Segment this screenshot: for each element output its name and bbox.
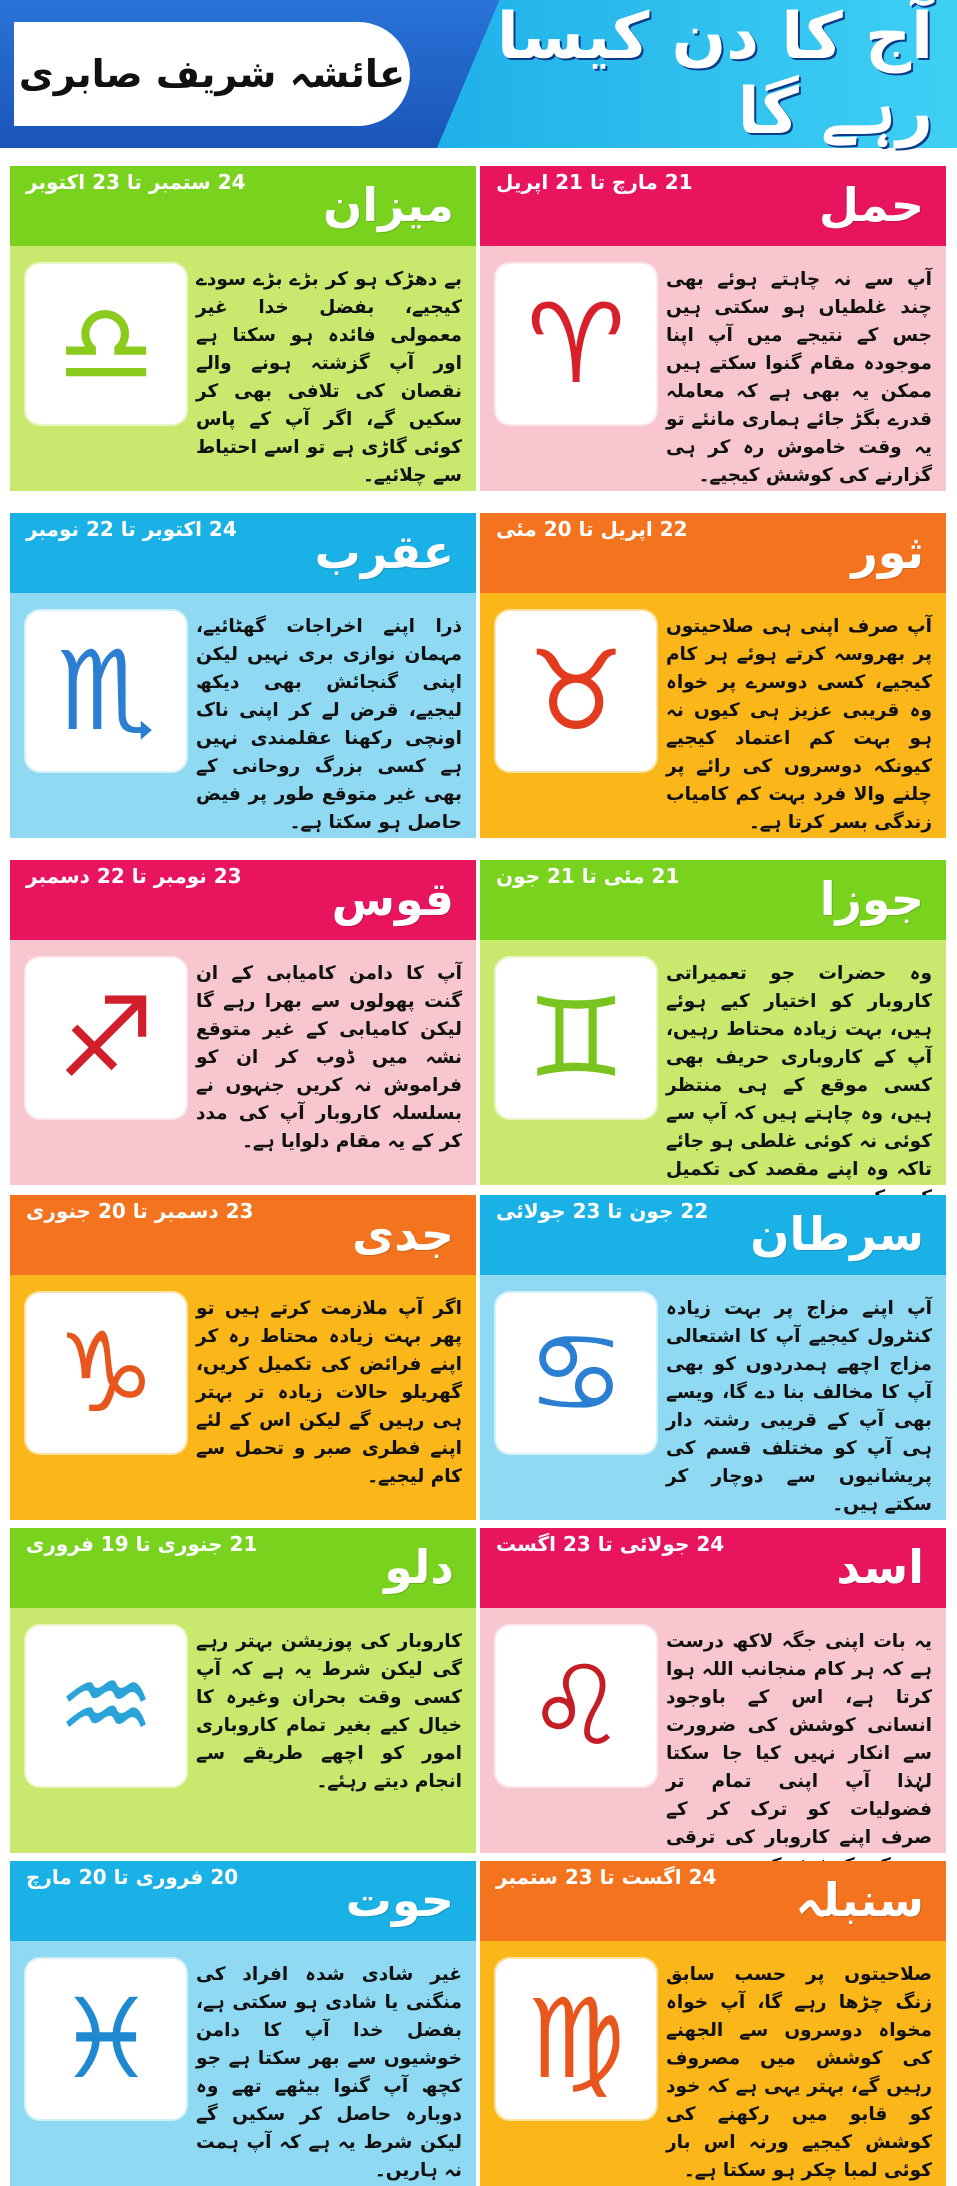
zodiac-card — [10, 513, 476, 838]
zodiac-sign-name: قوس — [331, 872, 454, 926]
zodiac-card — [10, 1528, 476, 1853]
zodiac-card — [480, 1861, 946, 2186]
zodiac-date-range: 20 فروری تا 20 مارچ — [26, 1865, 239, 1889]
bull-icon: ♉ — [496, 611, 656, 771]
zodiac-sign-name: جدی — [352, 1207, 454, 1261]
horoscope-text: صلاحیتوں پر حسب سابق زنگ چڑھا رہے گا، آپ خواہ مخواہ دوسروں سے الجھنے کی کوشش میں مصروف رہیں گے، بہتر یہی ہے کہ خود کو قابو میں رکھنے کی کوشش کیجیے ورنہ اس بار کوئی لمبا چکر ہو سکتا ہے۔ — [666, 1964, 932, 2181]
zodiac-sign-name: سرطان — [750, 1207, 924, 1261]
zodiac-sign-name: میزان — [323, 178, 454, 232]
horoscope-text: یہ بات اپنی جگہ لاکھ درست ہے کہ ہر کام منجانب اللہ ہوا کرتا ہے، اس کے باوجود انسانی کوشش کی ضرورت سے انکار نہیں کیا جا سکتا لہٰذا آپ اپنی تمام تر فضولیات کو ترک کر کے صرف اپنے کاروبار کی ترقی — [666, 1631, 932, 1848]
zodiac-card — [480, 860, 946, 1185]
zodiac-card — [10, 166, 476, 491]
zodiac-sign-name: حمل — [818, 178, 924, 232]
goat-icon: ♑ — [26, 1293, 186, 1453]
zodiac-card — [10, 860, 476, 1185]
scales-icon: ♎ — [26, 264, 186, 424]
zodiac-sign-name: حوت — [345, 1873, 454, 1927]
twins-icon: ♊ — [496, 958, 656, 1118]
zodiac-sign-name: اسد — [836, 1540, 924, 1594]
zodiac-sign-name: ثور — [851, 525, 924, 579]
horoscope-text: آپ کا دامن کامیابی کے ان گنت پھولوں سے بھرا رہے گا لیکن کامیابی کے غیر متوقع نشہ میں ڈوب کر ان کو فراموش نہ کریں جنہوں نے بسلسلہ کاروبار آپ کی مدد کر کے یہ مقام دلوایا ہے۔ — [196, 963, 462, 1152]
zodiac-date-range: 23 نومبر تا 22 دسمبر — [26, 864, 242, 888]
zodiac-date-range: 23 دسمبر تا 20 جنوری — [26, 1199, 254, 1223]
zodiac-date-range: 24 ستمبر تا 23 اکتوبر — [26, 170, 246, 194]
virgo-icon: ♍ — [496, 1959, 656, 2119]
water-bearer-icon: ♒ — [26, 1626, 186, 1786]
horoscope-text: کاروبار کی پوزیشن بہتر رہے گی لیکن شرط یہ ہے کہ آپ کسی وقت بحران وغیرہ کا خیال کیے بغیر تمام کاروباری امور کو اچھے طریقے سے انجام دیتے رہئے۔ — [196, 1631, 462, 1792]
zodiac-date-range: 22 اپریل تا 20 مئی — [496, 517, 688, 541]
horoscope-text: آپ اپنے مزاج پر بہت زیادہ کنٹرول کیجیے آپ کا اشتعالی مزاج اچھے ہمدردوں کو بھی آپ کا مخالف بنا دے گا، ویسے بھی آپ کے قریبی رشتہ دار ہی آپ کو مختلف قسم کی پریشانیوں سے دوچار کر سکتے ہیں۔ — [666, 1298, 932, 1515]
zodiac-date-range: 24 جولائی تا 23 اگست — [496, 1532, 725, 1556]
zodiac-date-range: 22 جون تا 23 جولائی — [496, 1199, 709, 1223]
zodiac-card — [10, 1195, 476, 1520]
zodiac-sign-name: سنبلہ — [795, 1873, 924, 1927]
zodiac-card — [480, 166, 946, 491]
horoscope-text: ذرا اپنے اخراجات گھٹائیے، مہمان نوازی بری نہیں لیکن اپنی گنجائش بھی دیکھ لیجیے، قرض لے کر اپنی ناک اونچی رکھنا عقلمندی نہیں ہے کسی بزرگ روحانی کے بھی غیر متوقع طور پر فیض حاصل ہو سکتا ہے۔ — [196, 616, 462, 833]
zodiac-sign-name: دلو — [384, 1540, 454, 1594]
horoscope-text: اگر آپ ملازمت کرتے ہیں تو پھر بہت زیادہ محتاط رہ کر اپنے فرائض کی تکمیل کریں، گھریلو حالات زیادہ تر بہتر ہی رہیں گے لیکن اس کے لئے اپنے فطری صبر و تحمل سے کام لیجیے۔ — [196, 1298, 462, 1487]
author-pill — [14, 22, 410, 126]
horoscope-text: آپ صرف اپنی ہی صلاحیتوں پر بھروسہ کرتے ہوئے ہر کام کیجیے، کسی دوسرے پر خواہ وہ قریبی عزیز ہی کیوں نہ ہو بہت کم اعتماد کیجیے کیونکہ دوسروں کی رائے پر چلنے والا فرد بہت کم کامیاب زندگی بسر کرتا ہے۔ — [666, 616, 932, 833]
zodiac-sign-name: جوزا — [819, 872, 924, 926]
zodiac-date-range: 21 مئی تا 21 جون — [496, 864, 680, 888]
archer-icon: ♐ — [26, 958, 186, 1118]
zodiac-date-range: 24 اکتوبر تا 22 نومبر — [26, 517, 237, 541]
scorpion-icon: ♏ — [26, 611, 186, 771]
zodiac-date-range: 21 جنوری تا 19 فروری — [26, 1532, 258, 1556]
fish-icon: ♓ — [26, 1959, 186, 2119]
zodiac-sign-name: عقرب — [314, 525, 454, 579]
zodiac-card — [480, 1195, 946, 1520]
zodiac-date-range: 24 اگست تا 23 ستمبر — [496, 1865, 717, 1889]
header — [0, 0, 957, 148]
zodiac-date-range: 21 مارچ تا 21 اپریل — [496, 170, 693, 194]
crab-icon: ♋ — [496, 1293, 656, 1453]
horoscope-text: آپ سے نہ چاہتے ہوئے بھی چند غلطیاں ہو سکتی ہیں جس کے نتیجے میں آپ اپنا موجودہ مقام گنوا سکتے ہیں ممکن یہ بھی ہے کہ معاملہ قدرے بگڑ جائے ہماری مانئے تو یہ وقت خاموش رہ کر ہی گزارنے کی کوشش کیجیے۔ — [666, 269, 932, 486]
lion-icon: ♌ — [496, 1626, 656, 1786]
horoscope-text: بے دھڑک ہو کر بڑے بڑے سودے کیجیے، بفضل خدا غیر معمولی فائدہ ہو سکتا ہے اور آپ گزشتہ ہونے والے نقصان کی تلافی بھی کر سکیں گے، اگر آپ کے پاس کوئی گاڑی ہے تو اسے احتیاط سے چلائیے۔ — [196, 269, 462, 486]
horoscope-text: وہ حضرات جو تعمیراتی کاروبار کو اختیار کیے ہوئے ہیں، بہت زیادہ محتاط رہیں، آپ کے کاروباری حریف بھی کسی موقع کے ہی منتظر ہیں، وہ چاہتے ہیں کہ آپ سے کوئی نہ کوئی غلطی ہو جائے تاکہ وہ اپنے مقصد کی تکمیل — [666, 963, 932, 1180]
zodiac-card — [480, 513, 946, 838]
page-title: آج کا دن کیسا رہے گا — [496, 0, 933, 149]
ram-icon: ♈ — [496, 264, 656, 424]
author-name: عائشہ شریف صابری — [18, 52, 406, 96]
zodiac-card — [480, 1528, 946, 1853]
zodiac-card — [10, 1861, 476, 2186]
horoscope-text: غیر شادی شدہ افراد کی منگنی یا شادی ہو سکتی ہے، بفضل خدا آپ کا دامن خوشیوں سے بھر سکتا ہے جو کچھ آپ گنوا بیٹھے تھے وہ دوبارہ حاصل کر سکیں گے لیکن شرط یہ ہے کہ آپ ہمت نہ ہاریں۔ — [196, 1964, 462, 2181]
